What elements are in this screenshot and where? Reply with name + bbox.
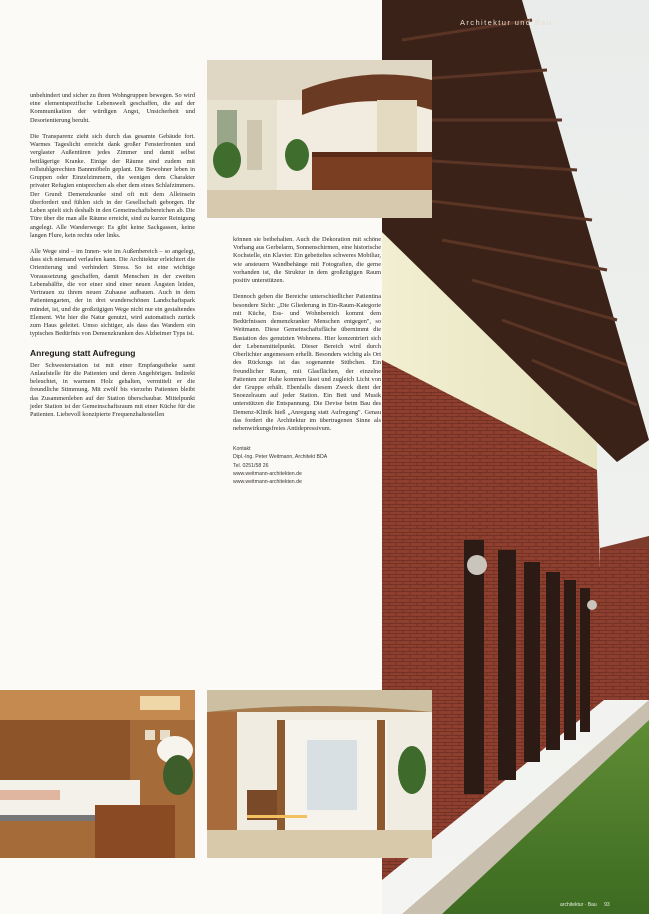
page-number: 93 [604, 902, 610, 908]
footer-label [560, 902, 610, 908]
article-column-1 [30, 92, 195, 427]
paragraph: können sie beibehalten. Auch die Dekoration mit schöne Vorhang aus Gerbelarm, Sonnenschirmen, eine historische Kochstelle, ein Klavier. Ein gebetteltes schweres Mobiliar, wie ansteuern Wandbehänge mit Fotografien, die gerne vorhanden ist, die Struktur in dem großzügigen Raum positiv unterstützen. [233, 236, 381, 285]
reception-desk-photo [207, 60, 432, 218]
contact-link[interactable]: www.weitmann-architekten.de [233, 470, 302, 477]
contact-line: Tel. 0251/58 26 [233, 462, 269, 469]
paragraph: Alle Wege sind – im Innen- wie im Außenbereich – so angelegt, dass sich niemand verlaufen kann. Die Architektur erleichtert die Orientierung und verhindert Stress. So ist eine wichtige Voraussetzung geschaffen, damit Menschen in der zweiten Lebenshälfte, die vor einer sind einer neuen Ängsten leiden, Vertrauen zu ihrem neuen Zuhause aufbauen. Auch in dem Patientengarten, der in drei wunderschönen Landschaftspark mündet, ist, und die großzügigen Wege nicht nur ein gestaltendes Element. Wie hier die Natur genutzt, wird automatisch zurück zum Haus geleitet. Umso sichtiger, als dass das Wandern ein typisches Bedürfnis von Demenzkranken des Alzheimer Typs ist. [30, 247, 195, 338]
footer-magazine: architektur · Bau [560, 902, 597, 908]
section-label: Architektur und Bau [460, 18, 553, 27]
section-heading: Anregung statt Aufregung [30, 347, 136, 358]
paragraph: Die Transparenz zieht sich durch das gesamte Gebäude fort. Warmes Tageslicht erreicht dank großer Fensterfronten und verglaster Außentüren jedes Zimmer und damit selbst bettlägerige Kranke. Einige der Räume sind zudem mit rollstuhlgerechten Bannmöbeln geplant. Die Bewohner leben in Gruppen oder Einzelzimmern, die wenigen dem Charakter privater Refugien entsprechen als eher dem eines Schlafzimmers. Der Grund: Demenzkranke sind oft mit dem Alleinsein überfordert und fühlen sich in der Gesellschaft geborgen. Ihr Leben spielt sich deshalb in den Gemeinschaftsbereichen ab. Die Türe über die man alle Räume erreicht, sind zu kurzer Reinigung angelegt. Alle Wanderwege: Es gibt keine Sackgassen, keine langen Flure, kein rechts oder links. [30, 132, 195, 239]
patient-room-photo [0, 690, 195, 858]
contact-line: Dipl.-Ing. Peter Weitmann, Architekt BDA [233, 454, 328, 461]
paragraph: unbehindert und sicher zu ihren Wohngruppen bewegen. So wird eine elementspezifische Lebenswelt geschaffen, die auf der Kommunikation der würdigen Angst, Unsicherheit und Desorientierung beruht. [30, 92, 195, 124]
contact-label: Kontakt [233, 446, 251, 453]
contact-info [233, 445, 381, 485]
paragraph: Der Schwesterstation ist mit einer Empfangstheke samt Anlaufstelle für die Patienten und deren Angehörigen. Indirekt beleuchtet, in warmem Holz gehalten, vermittelt er die freundliche Stimmung. Mit zwölf bis vierzehn Patienten bleibt das Zusammenleben auf der Station überschaubar. Mittelpunkt jeder Station ist der Gemeinschaftsraum mit einer Küche für die Patienten. Liebevoll konzipierte Frequenzhaltestellen [30, 361, 195, 419]
contact-link[interactable]: www.weitmann-architekten.de [233, 478, 302, 485]
hallway-photo [207, 690, 432, 858]
article-column-2 [233, 236, 381, 486]
paragraph: Dennoch geben die Bereiche unterschiedlicher Patientina besondere Sicht: „Die Gliederung in Ein-Raum-Kategorie mit Küche, Ess- und Wohnbereich kommt dem Bedürfnissen demenzkranker Menschen entgegen", so Weitmann. Diese Gemeinschaftsfläche übernimmt die Bastation des genutzten Wohnens. Hier konzentriert sich der Lebensmittelpunkt. Dieser Bereich wird durch Oberlichter angemessen erhellt. Besonders wichtig als Ort des Rückzugs ist das sogenannte Stübchen. Ein freundlicher Raum, mit Glasflächen, der einzelne Patienten zur Ruhe kommen lässt und zugleich Licht von der Gruppe erhält. Ebenfalls diesem Zweck dient der Snoezelraum auf jeder Station. Ein Bett und Musik unterstützen die Entspannung. Die Devise beim Bau des Demenz-Klinik hieß „Anregung statt Aufregung". Genau das fordert die Architektur im übertragenen Sinne als nebenwirkungsfreies Antidepressivum. [233, 293, 381, 433]
